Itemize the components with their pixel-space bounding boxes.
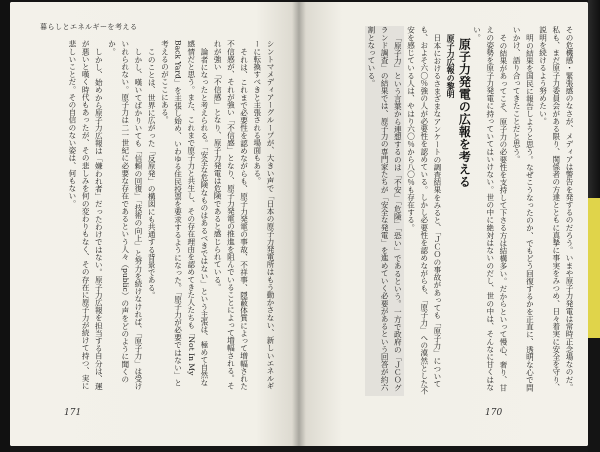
page-number-left: 171	[64, 408, 82, 418]
paragraph: 論者になったと考えられる。「安全な危険なものはあるべきではない」という主張は、極めて自然な感情だと思う。また、これまで原子力と共生し、その存在理由を認めてきた人たちも「Not In My Back Yard」を主張し始め、いわゆる住民投票を要求するようになった。「原子力が必要ではない」と考えるのがここにある。	[160, 40, 209, 387]
book-spread	[10, 2, 588, 446]
book-gutter	[292, 2, 306, 446]
page-number-right: 170	[485, 408, 503, 418]
page-right-body	[314, 26, 576, 396]
paragraph: しかし、始めから原子力広報は「嫌われ者」だったわけではない。原子力広報を担当する自分は、運が悪いと嘆く時代もあったが、その悲しみを何の変わりもなく、その存在に原子力が続けて持つ、実に悲しいことだ。その自信のない姿は、何もない。	[67, 40, 104, 390]
subsection-heading: 原子力広報の黎明	[446, 34, 457, 98]
paragraph: このことは、世界に広がった「反原発」の構図にも共通する背景である。	[147, 47, 157, 299]
background-edge-bottom	[10, 446, 588, 452]
background-edge-right	[588, 0, 600, 198]
page-left	[10, 2, 299, 446]
page-left-body	[41, 40, 277, 392]
paragraph: 「原子力」という言葉から連想するのは「不安」「危険」「恐い」であるという。一方で政府の「ＪＣＯグランド調査」の結果では、原子力の専門家たちが「安全な発電」を進めていく必要があるという回答が約六割となっている。	[365, 26, 405, 396]
background-edge-left	[0, 0, 10, 452]
yellow-object-edge	[588, 198, 600, 338]
paragraph: その結果があってこそ、原子力の必要性を支持して下さる方は結構多い。だからといって慢心、奢り、甘えの姿勢を原子力発電に持っていてはいけない。世の中に絶対はないのだし、世の中は、そんなに甘くはない。	[472, 26, 508, 391]
running-head: 暮らしとエネルギーを考える	[40, 23, 138, 31]
paragraph: それは、これまで必要性を認めながらも、原子力発電の事故、不祥事、隠蔽体質によって増幅された不信感が、それが強い「不信感」となり、原子力発電の推進を阻んでいることによって増幅される。それが強い「不信感」となり、原子力発電は危険であると感じられている。	[213, 40, 249, 390]
paragraph: 日本におけるさまざまなアンケートの調査結果をみると、「ＪＣＯの事故があっても「原子力」についても、およそ六〇％強の人が必要性を認めている。しかし必要性を認めながらも、「原子力」への漠然とした不安を感じている人は、やはり六〇％から八〇％も存在する。	[406, 26, 442, 395]
section-title: 原子力発電の広報を考える	[457, 38, 472, 188]
paragraph: 明の結果を国民に報告しようと思う。なぜこうなったのか、でもどう回復するかを正直に、透明な心で問いかけ、語り合ってきたことだと思う。	[512, 26, 535, 391]
paragraph: シントマメディアーグループが、大きい声で「日本の原子力発電所はもう動かさない、新しいエネルギーに転換すべきと主張される場面もある。	[252, 40, 275, 390]
page-right	[299, 2, 588, 446]
paragraph: その危機感・緊張感のなさが、メディアは警告を発するのだろう。いまや原子力発電は常時正念場なのだ。私も、まだ原子力委員会がある限り、関係者の方達とともに真摯に事実をみつめ、日々着実に安全を守り、説明を続けるよう努めたい。	[538, 26, 574, 391]
paragraph: しかし、嘆いてばかりいても「信頼の回復」「技術の向上」と努力を続けなければ、「原子力」は受けいれられない。原子力は二一世紀に必要な存在であるという人々（public）の声をどのように聞くのか。	[107, 40, 143, 390]
